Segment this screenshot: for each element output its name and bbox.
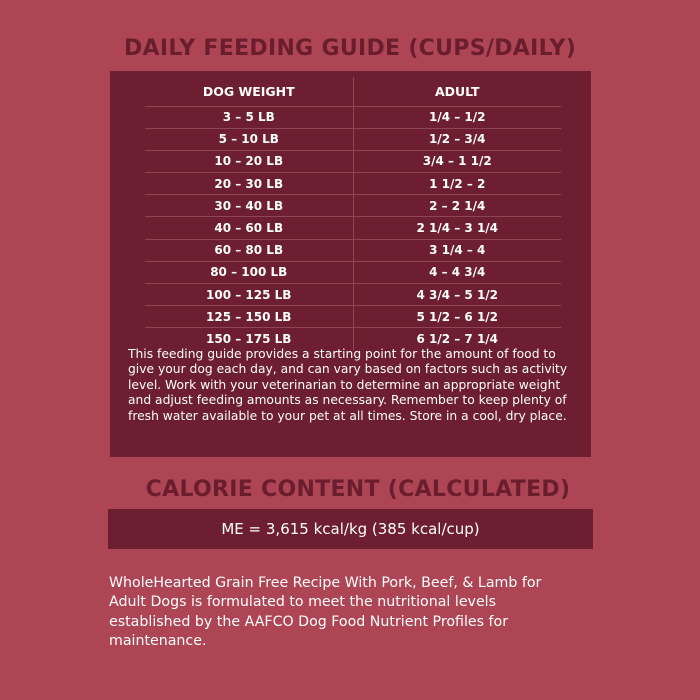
adult-cups-cell: 6 1/2 – 7 1/4 <box>416 332 499 347</box>
adult-cups-cell: 2 1/4 – 3 1/4 <box>353 217 561 239</box>
column-header-dog-weight: DOG WEIGHT <box>145 77 353 106</box>
feeding-guide-note: This feeding guide provides a starting point for the amount of food to give your dog each day, and can vary based on factors such as activity level. Work with your veterinarian to determine an appropriate weight and adjust feeding amounts as necessary. Remember to keep plenty of fresh water available to your pet at all times. Store in a cool, dry place. <box>128 347 568 423</box>
table-row <box>145 106 561 128</box>
dog-weight-cell: 10 – 20 LB <box>145 150 353 172</box>
dog-weight-cell: 150 – 175 LB <box>145 328 353 350</box>
dog-weight-cell: 80 – 100 LB <box>145 261 353 283</box>
adult-cups-cell: 5 1/2 – 6 1/2 <box>353 306 561 328</box>
adult-cups-cell: 1 1/2 – 2 <box>353 173 561 195</box>
dog-weight-cell: 100 – 125 LB <box>145 284 353 306</box>
feeding-guide-panel <box>110 71 591 457</box>
adult-cups-cell: 1/2 – 3/4 <box>353 128 561 150</box>
adult-cups-cell: 1/4 – 1/2 <box>353 106 561 128</box>
calorie-content-title: CALORIE CONTENT (CALCULATED) <box>145 477 571 502</box>
adult-cups-cell: 3/4 – 1 1/2 <box>353 150 561 172</box>
table-row <box>145 306 561 328</box>
feeding-guide-rows <box>145 106 561 350</box>
table-row <box>145 173 561 195</box>
dog-weight-cell: 3 – 5 LB <box>145 106 353 128</box>
table-row <box>145 261 561 283</box>
feeding-guide-table <box>145 77 561 350</box>
dog-weight-cell: 30 – 40 LB <box>145 195 353 217</box>
aafco-statement: WholeHearted Grain Free Recipe With Pork, Beef, & Lamb for Adult Dogs is formulated to meet the nutritional levels established by the AAFCO Dog Food Nutrient Profiles for maintenance. <box>109 575 542 649</box>
table-header-row <box>145 77 561 106</box>
column-header-adult: ADULT <box>353 77 561 106</box>
table-row <box>145 217 561 239</box>
dog-weight-cell: 125 – 150 LB <box>145 306 353 328</box>
dog-weight-cell: 5 – 10 LB <box>145 128 353 150</box>
adult-cups-cell: 4 3/4 – 5 1/2 <box>353 284 561 306</box>
dog-weight-cell: 20 – 30 LB <box>145 173 353 195</box>
adult-cups-cell: 3 1/4 – 4 <box>353 239 561 261</box>
dog-weight-cell: 40 – 60 LB <box>145 217 353 239</box>
calorie-value: ME = 3,615 kcal/kg (385 kcal/cup) <box>221 520 480 538</box>
adult-cups-cell: 4 – 4 3/4 <box>353 261 561 283</box>
table-row <box>145 128 561 150</box>
table-row <box>145 284 561 306</box>
feeding-guide-title: DAILY FEEDING GUIDE (CUPS/DAILY) <box>123 36 577 61</box>
table-row <box>145 195 561 217</box>
table-row <box>145 150 561 172</box>
adult-cups-cell: 2 – 2 1/4 <box>353 195 561 217</box>
table-row <box>145 239 561 261</box>
dog-weight-cell: 60 – 80 LB <box>145 239 353 261</box>
calorie-content-panel <box>108 509 593 549</box>
